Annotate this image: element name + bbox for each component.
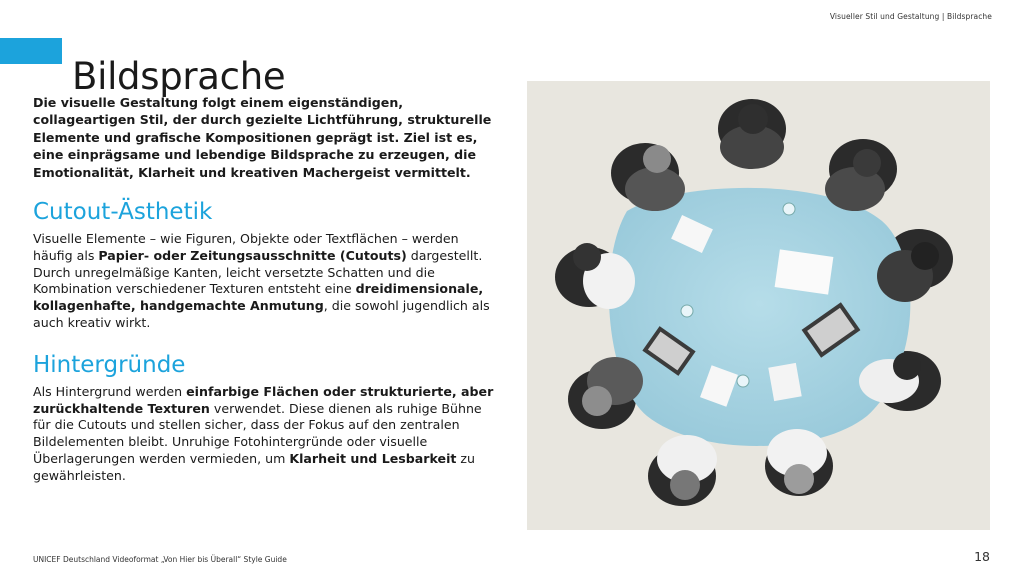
bold-text: einfarbige Flächen oder strukturierte, aber zurückhaltende Texturen (33, 383, 494, 416)
text-span: zu gewährleisten. (33, 451, 476, 483)
title-accent-bar (0, 38, 62, 64)
text-span: , die sowohl jugendlich als auch kreativ wirkt. (33, 298, 490, 331)
bold-text: Klarheit und Lesbarkeit (289, 451, 457, 466)
intro-paragraph: Die visuelle Gestaltung folgt einem eigenständigen, collageartigen Stil, der durch gezielte Lichtführung, strukturelle Elemente und grafische Kompositionen geprägt ist. Ziel ist es, eine einprägsame und lebendige Bildsprache zu erzeugen, die Emotionalität, Klarheit und kreativen Machergeist vermittelt. (33, 95, 492, 180)
meeting-photo-collage (527, 81, 990, 530)
text-span: dargestellt. Durch unregelmäßige Kanten, leicht versetzte Schatten und die Kombination verschiedener Texturen entsteht eine (33, 247, 483, 297)
text-span: Als Hintergrund werden (33, 383, 187, 399)
section-body-backgrounds (33, 384, 495, 485)
bold-text: Papier- oder Zeitungsausschnitte (Cutouts) (98, 247, 407, 263)
meeting-illustration (527, 81, 990, 530)
footer-text: UNICEF Deutschland Videoformat „Von Hier bis Überall“ Style Guide (33, 555, 287, 564)
text-span: verwendet. Diese dienen als ruhige Bühne für die Cutouts und stellen sicher, dass der Fokus auf den zentralen Bildelementen bleibt. Unruhige Fotohintergründe oder visuelle Überlagerungen werden vermieden, um (33, 400, 482, 466)
page-number: 18 (974, 549, 990, 564)
breadcrumb: Visueller Stil und Gestaltung | Bildsprache (829, 12, 992, 21)
section-heading-backgrounds: Hintergründe (33, 351, 186, 378)
section-body-cutout (33, 231, 495, 332)
section-heading-cutout: Cutout-Ästhetik (33, 199, 213, 226)
round-table (609, 188, 910, 446)
text-span: Visuelle Elemente – wie Figuren, Objekte oder Textflächen – werden häufig als (33, 231, 459, 263)
page-title: Bildsprache (72, 54, 286, 98)
content-column (33, 94, 495, 485)
bold-text: dreidimensionale, kollagenhafte, handgemachte Anmutung (33, 281, 484, 314)
